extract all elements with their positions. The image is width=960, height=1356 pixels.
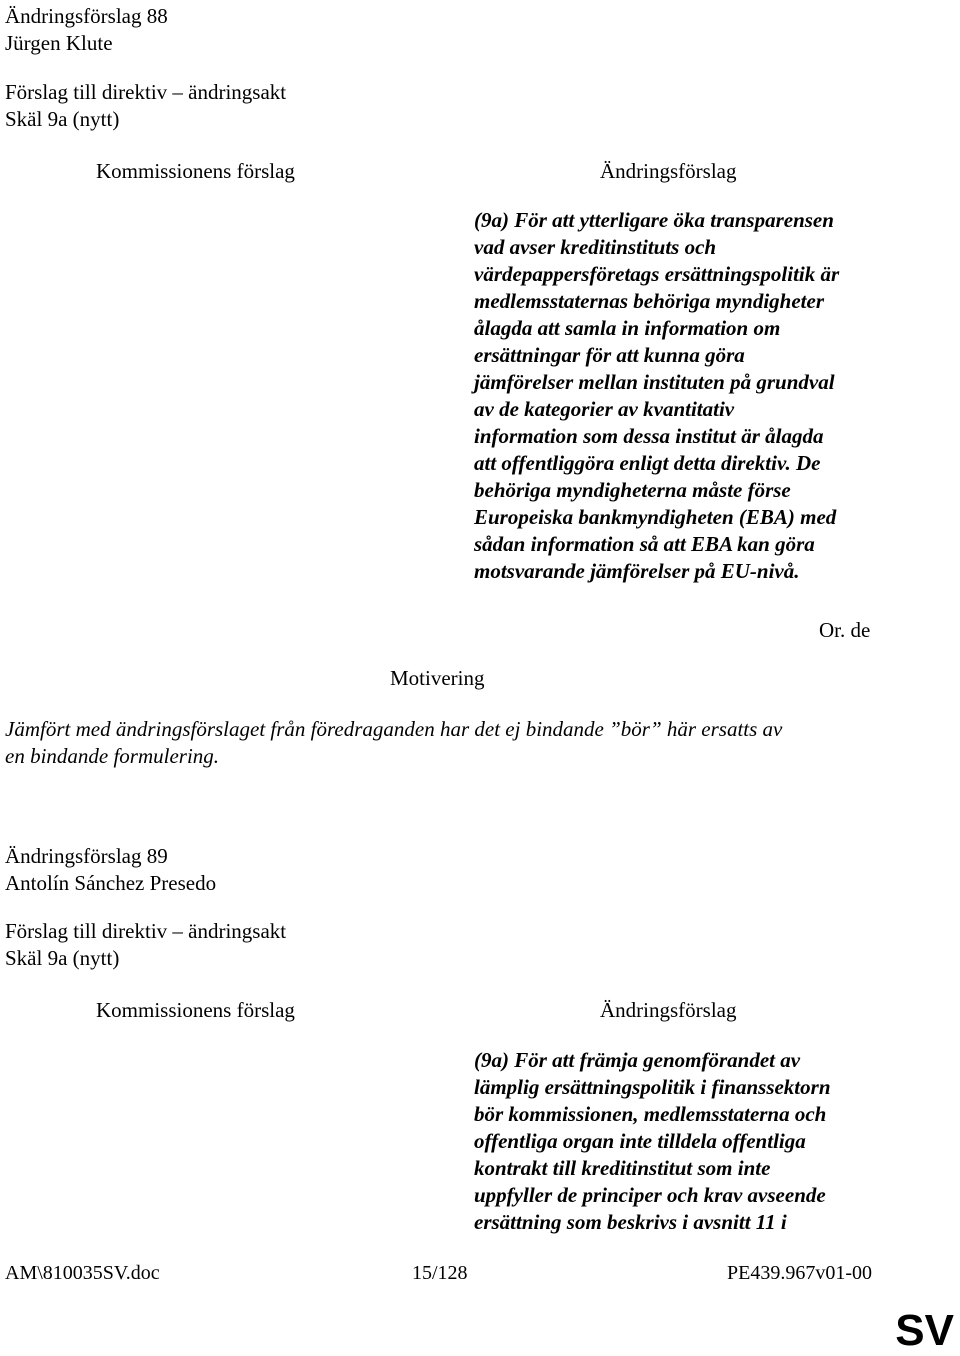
amendment-88-line: (9a) För att ytterligare öka transparensen bbox=[474, 208, 834, 232]
amendment-88-amendment-header: Ändringsförslag bbox=[600, 159, 737, 183]
amendment-88-line: sådan information så att EBA kan göra bbox=[474, 532, 815, 556]
footer-pe-ref: PE439.967v01-00 bbox=[727, 1262, 872, 1284]
footer-doc-ref: AM\810035SV.doc bbox=[5, 1262, 160, 1284]
amendment-89-amendment-header: Ändringsförslag bbox=[600, 998, 737, 1022]
amendment-89-line: ersättning som beskrivs i avsnitt 11 i bbox=[474, 1210, 787, 1234]
amendment-88-text bbox=[474, 207, 874, 585]
amendment-88-author: Jürgen Klute bbox=[5, 31, 113, 55]
justification-header: Motivering bbox=[390, 666, 485, 690]
language-code: SV bbox=[895, 1306, 954, 1355]
amendment-88-line: att offentliggöra enligt detta direktiv. De bbox=[474, 451, 821, 475]
amendment-89-line: bör kommissionen, medlemsstaterna och bbox=[474, 1102, 827, 1126]
amendment-88-line: av de kategorier av kvantitativ bbox=[474, 397, 735, 421]
original-language: Or. de bbox=[819, 618, 871, 642]
amendment-88-reference: Skäl 9a (nytt) bbox=[5, 107, 120, 131]
footer-page-number: 15/128 bbox=[412, 1262, 468, 1284]
amendment-89-line: kontrakt till kreditinstitut som inte bbox=[474, 1156, 771, 1180]
amendment-89-text bbox=[474, 1047, 874, 1236]
justification-line: en bindande formulering. bbox=[5, 744, 220, 768]
amendment-89-line: (9a) För att främja genomförandet av bbox=[474, 1048, 801, 1072]
amendment-88-proposal-type: Förslag till direktiv – ändringsakt bbox=[5, 80, 287, 104]
amendment-88-line: behöriga myndigheterna måste förse bbox=[474, 478, 791, 502]
amendment-89-reference: Skäl 9a (nytt) bbox=[5, 946, 120, 970]
amendment-89-proposal-type: Förslag till direktiv – ändringsakt bbox=[5, 919, 287, 943]
amendment-88-line: jämförelser mellan instituten på grundval bbox=[474, 370, 835, 394]
amendment-88-line: ålagda att samla in information om bbox=[474, 316, 781, 340]
amendment-89-line: uppfyller de principer och krav avseende bbox=[474, 1183, 826, 1207]
amendment-88-number: Ändringsförslag 88 bbox=[5, 4, 168, 28]
amendment-89-commission-header: Kommissionens förslag bbox=[96, 998, 295, 1022]
amendment-88-line: värdepappersföretags ersättningspolitik är bbox=[474, 262, 840, 286]
justification-line: Jämfört med ändringsförslaget från föredraganden har det ej bindande ”bör” här ersatts av bbox=[5, 717, 783, 741]
amendment-89-line: offentliga organ inte tilldela offentliga bbox=[474, 1129, 806, 1153]
amendment-89-author: Antolín Sánchez Presedo bbox=[5, 871, 217, 895]
amendment-88-line: medlemsstaternas behöriga myndigheter bbox=[474, 289, 825, 313]
amendment-89-line: lämplig ersättningspolitik i finanssektorn bbox=[474, 1075, 831, 1099]
amendment-88-line: Europeiska bankmyndigheten (EBA) med bbox=[474, 505, 837, 529]
amendment-88-line: vad avser kreditinstituts och bbox=[474, 235, 717, 259]
amendment-88-line: information som dessa institut är ålagda bbox=[474, 424, 824, 448]
amendment-88-line: motsvarande jämförelser på EU-nivå. bbox=[474, 559, 800, 583]
amendment-89-number: Ändringsförslag 89 bbox=[5, 844, 168, 868]
amendment-88-commission-header: Kommissionens förslag bbox=[96, 159, 295, 183]
amendment-88-line: ersättningar för att kunna göra bbox=[474, 343, 745, 367]
